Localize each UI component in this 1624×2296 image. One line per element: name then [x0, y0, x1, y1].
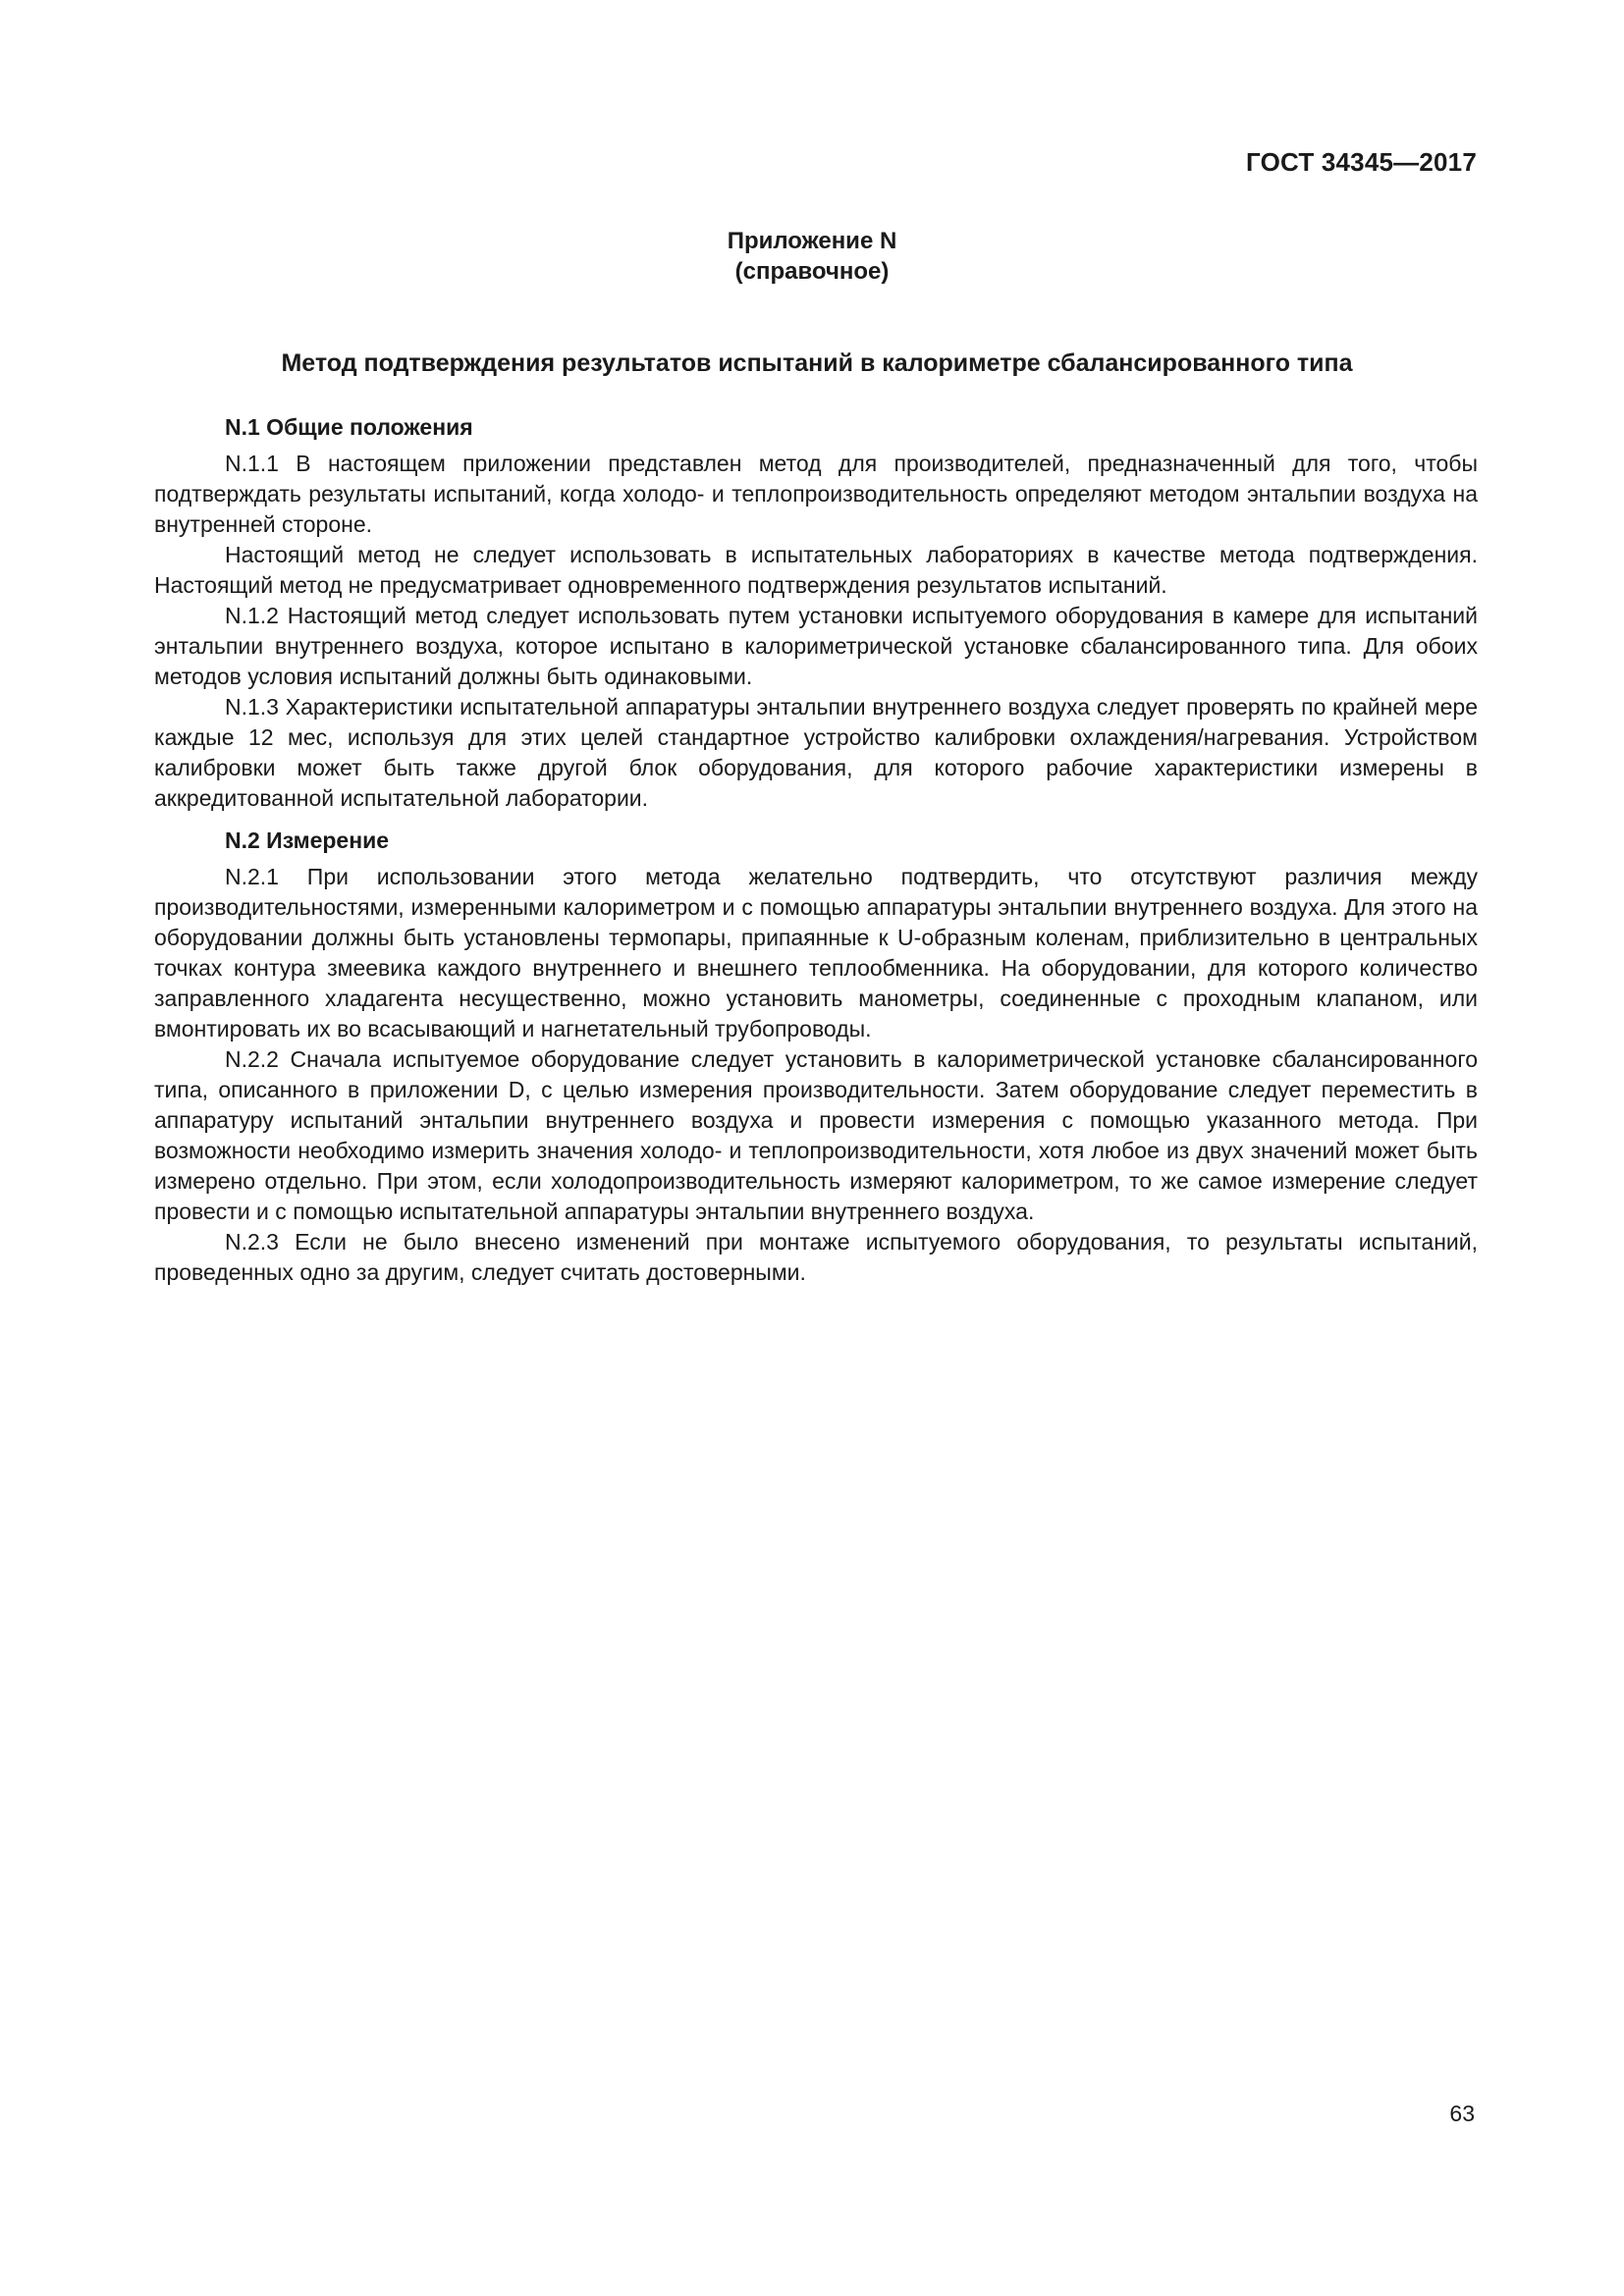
- appendix-label: Приложение N: [727, 228, 897, 254]
- paragraph-n-1-3: N.1.3 Характеристики испытательной аппаратуры энтальпии внутреннего воздуха следует проверять по крайней мере каждые 12 мес, используя для этих целей стандартное устройство калибровки охлаждения/нагревания. Устройством калибровки может быть также другой блок оборудования, для которого рабочие характеристики измерены в аккредитованной испытательной лаборатории.: [154, 694, 1478, 811]
- section-heading-general: N.1 Общие положения: [225, 414, 473, 440]
- document-number: ГОСТ 34345—2017: [1246, 147, 1477, 177]
- appendix-status: (справочное): [734, 258, 890, 285]
- paragraph-n-2-2: N.2.2 Сначала испытуемое оборудование следует установить в калориметрической установке сбалансированного типа, описанного в приложении D, с целью измерения производительности. Затем оборудование следует переместить в аппаратуру испытаний энтальпии внутреннего воздуха и провести измерения с помощью указанного метода. При возможности необходимо измерить значения холодо- и теплопроизводительности, хотя любое из двух значений может быть измерено отдельно. При этом, если холодопроизводительность измеряют калориметром, то же самое измерение следует провести и с помощью испытательной аппаратуры энтальпии внутреннего воздуха.: [154, 1046, 1478, 1224]
- page-title: Метод подтверждения результатов испытаний в калориметре сбалансированного типа: [281, 349, 1353, 377]
- section-heading-measurement: N.2 Измерение: [225, 828, 390, 853]
- document-body: [154, 412, 1478, 1288]
- paragraph-n-1-1: N.1.1 В настоящем приложении представлен метод для производителей, предназначенный для того, чтобы подтверждать результаты испытаний, когда холодо- и теплопроизводительность определяют методом энтальпии воздуха на внутренней стороне.: [154, 451, 1478, 537]
- page-number: 63: [1449, 2101, 1475, 2126]
- paragraph-n-1-1-note: Настоящий метод не следует использовать в испытательных лабораториях в качестве метода подтверждения. Настоящий метод не предусматривает одновременного подтверждения результатов испытаний.: [154, 542, 1478, 598]
- appendix-heading: [0, 226, 1624, 287]
- paragraph-n-1-2: N.1.2 Настоящий метод следует использовать путем установки испытуемого оборудования в камере для испытаний энтальпии внутреннего воздуха, которое испытано в калориметрической установке сбалансированного типа. Для обоих методов условия испытаний должны быть одинаковыми.: [154, 603, 1478, 689]
- paragraph-n-2-1: N.2.1 При использовании этого метода желательно подтвердить, что отсутствуют различия между производительностями, измеренными калориметром и с помощью аппаратуры энтальпии внутреннего воздуха. Для этого на оборудовании должны быть установлены термопары, припаянные к U-образным коленам, приблизительно в центральных точках контура змеевика каждого внутреннего и внешнего теплообменника. На оборудовании, для которого количество заправленного хладагента несущественно, можно установить манометры, соединенные с проходным клапаном, или вмонтировать их во всасывающий и нагнетательный трубопроводы.: [154, 864, 1478, 1041]
- paragraph-n-2-3: N.2.3 Если не было внесено изменений при монтаже испытуемого оборудования, то результаты испытаний, проведенных одно за другим, следует считать достоверными.: [154, 1229, 1478, 1285]
